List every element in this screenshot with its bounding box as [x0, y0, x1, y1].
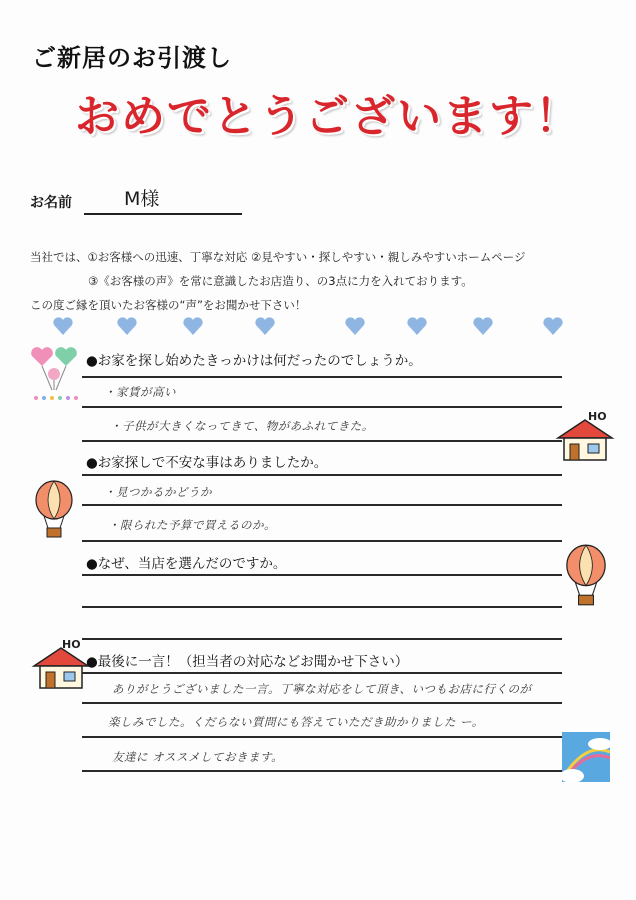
question-4: ●最後に一言！（担当者の対応などお聞かせ下さい） — [86, 654, 409, 670]
answer-line — [82, 406, 562, 408]
heart-icon — [116, 316, 138, 336]
answer-line — [82, 606, 562, 608]
heart-icon — [52, 316, 74, 336]
answer-1-2: ・子供が大きくなってきて、物があふれてきた。 — [110, 419, 374, 433]
answer-line — [82, 376, 562, 378]
answer-1-1: ・家賃が高い — [104, 385, 176, 399]
heart-icon — [182, 316, 204, 336]
heart-icon — [472, 316, 494, 336]
rainbow-icon — [562, 732, 610, 782]
heart-row — [52, 316, 572, 340]
answer-4-2: 楽しみでした。くだらない質問にも答えていただき助かりました ー。 — [108, 715, 484, 729]
answer-line — [82, 770, 562, 772]
answer-line — [82, 504, 562, 506]
hot-air-balloon-icon — [562, 542, 610, 608]
answer-2-2: ・限られた予算で買えるのか。 — [108, 518, 276, 532]
heart-icon — [542, 316, 564, 336]
answer-line — [82, 702, 562, 704]
heart-icon — [406, 316, 428, 336]
answer-line — [82, 440, 562, 442]
intro-line-1: 当社では、①お客様への迅速、丁寧な対応 ②見やすい・探しやすい・親しみやすいホームページ — [30, 250, 526, 264]
name-label: お名前 — [30, 195, 72, 211]
answer-line — [82, 736, 562, 738]
answer-4-3: 友達に オススメしておきます。 — [112, 750, 284, 764]
house-icon — [554, 408, 616, 464]
heart-icon — [254, 316, 276, 336]
question-3: ●なぜ、当店を選んだのですか。 — [86, 556, 287, 572]
answer-line — [82, 638, 562, 640]
name-value: M様 — [124, 188, 160, 210]
hot-air-balloon-icon — [32, 478, 76, 540]
house-sign: HO — [62, 638, 81, 651]
answer-line — [82, 672, 562, 674]
answer-line — [82, 540, 562, 542]
answer-2-1: ・見つかるかどうか — [104, 485, 212, 499]
answer-line — [82, 574, 562, 576]
heart-balloons-icon — [28, 344, 86, 404]
page-title: おめでとうございます！ — [75, 91, 581, 142]
heart-icon — [344, 316, 366, 336]
house-icon — [30, 636, 92, 692]
answer-line — [82, 474, 562, 476]
page-subtitle: ご新居のお引渡し — [32, 44, 232, 72]
intro-line-2: ③《お客様の声》を常に意識したお店造り、の3点に力を入れております。 — [88, 274, 473, 288]
answer-4-1: ありがとうございました一言。丁寧な対応をして頂き、いつもお店に行くのが — [112, 682, 532, 696]
question-2: ●お家探しで不安な事はありましたか。 — [86, 455, 328, 471]
name-underline — [84, 213, 242, 215]
intro-line-3: この度ご縁を頂いたお客様の“声”をお聞かせ下さい！ — [30, 298, 307, 312]
house-sign: HO — [588, 410, 607, 423]
question-1: ●お家を探し始めたきっかけは何だったのでしょうか。 — [86, 353, 422, 369]
